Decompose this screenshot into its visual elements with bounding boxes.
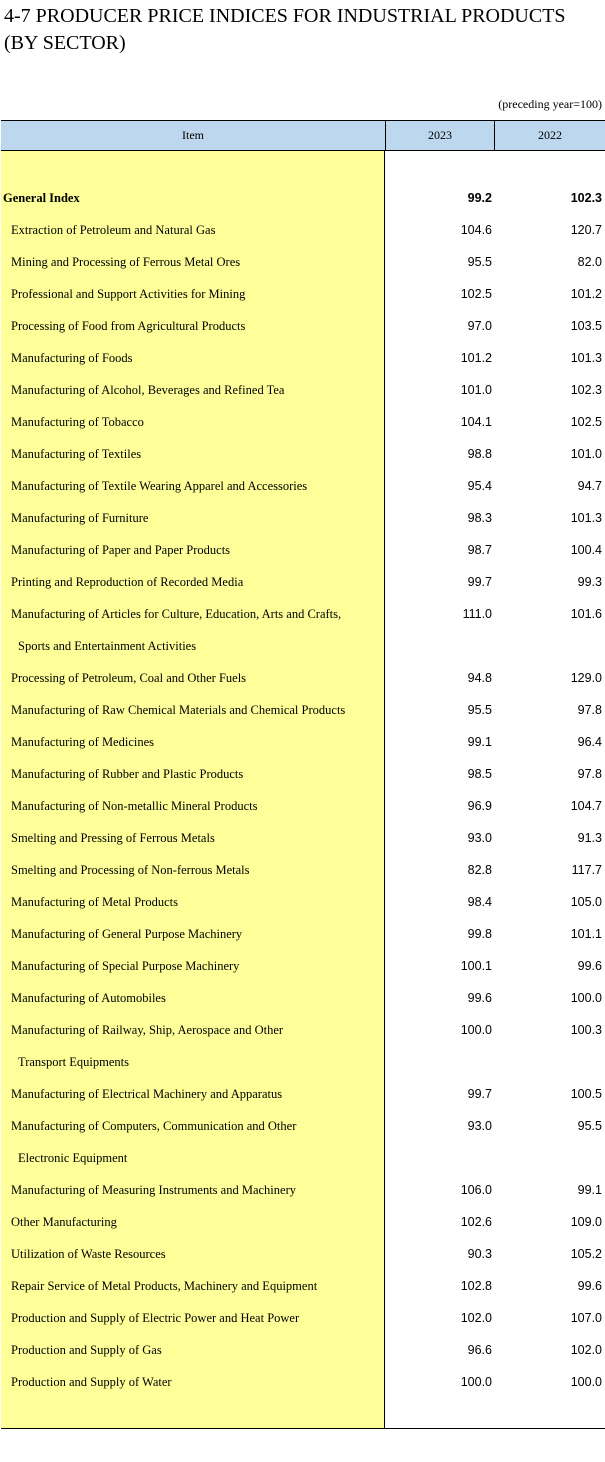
- table-row: [1, 1079, 605, 1111]
- row-value-2023: 98.5: [467, 767, 492, 781]
- row-value-2022: 102.3: [570, 191, 602, 205]
- table-row: [1, 663, 605, 695]
- row-item-name: Manufacturing of Furniture: [11, 511, 149, 525]
- row-value-2023: 102.0: [460, 1311, 492, 1325]
- row-item-name: Printing and Reproduction of Recorded Media: [11, 575, 244, 589]
- row-value-2022: 100.0: [570, 1375, 602, 1389]
- table-row: [1, 919, 605, 951]
- row-item-name: Electronic Equipment: [18, 1151, 128, 1165]
- row-value-2022: 104.7: [570, 799, 602, 813]
- table-row: [1, 1367, 605, 1399]
- row-item-name: Other Manufacturing: [11, 1215, 117, 1229]
- row-value-2023: 102.8: [460, 1279, 492, 1293]
- row-item-name: Manufacturing of Foods: [11, 351, 133, 365]
- page-title: 4-7 PRODUCER PRICE INDICES FOR INDUSTRIAL PRODUCTS (BY SECTOR): [4, 5, 566, 54]
- table-row: [1, 439, 605, 471]
- table-row: [1, 1303, 605, 1335]
- table-row: [1, 407, 605, 439]
- row-value-2022: 99.6: [577, 959, 602, 973]
- table-row: [1, 567, 605, 599]
- row-value-2023: 104.6: [460, 223, 492, 237]
- table-row: [1, 503, 605, 535]
- unit-note: (preceding year=100): [498, 97, 602, 111]
- row-value-2022: 107.0: [570, 1311, 602, 1325]
- row-value-2023: 98.3: [467, 511, 492, 525]
- row-value-2023: 100.1: [460, 959, 492, 973]
- row-value-2022: 97.8: [577, 767, 602, 781]
- row-value-2022: 101.6: [570, 607, 602, 621]
- row-value-2022: 100.0: [570, 991, 602, 1005]
- table-row: [1, 599, 605, 631]
- row-item-name: Manufacturing of General Purpose Machinery: [11, 927, 243, 941]
- row-item-name: Professional and Support Activities for Mining: [11, 287, 246, 301]
- row-item-name: Smelting and Pressing of Ferrous Metals: [11, 831, 215, 845]
- table-row: [1, 695, 605, 727]
- row-value-2022: 82.0: [577, 255, 602, 269]
- row-item-name: Manufacturing of Paper and Paper Products: [11, 543, 231, 557]
- table-bottom-rule: [1, 1428, 605, 1429]
- table-header: [1, 120, 605, 151]
- row-value-2022: 109.0: [570, 1215, 602, 1229]
- row-value-2022: 101.3: [570, 351, 602, 365]
- table-row: [1, 471, 605, 503]
- row-item-name: Manufacturing of Railway, Ship, Aerospace and Other: [11, 1023, 284, 1037]
- table-row: [1, 183, 605, 215]
- row-value-2023: 96.6: [467, 1343, 492, 1357]
- row-value-2023: 95.5: [467, 255, 492, 269]
- row-item-name: Manufacturing of Computers, Communication and Other: [11, 1119, 297, 1133]
- row-item-name: Manufacturing of Articles for Culture, Education, Arts and Crafts,: [11, 607, 342, 621]
- table-row: [1, 375, 605, 407]
- row-item-name: Production and Supply of Gas: [11, 1343, 162, 1357]
- table-row: [1, 983, 605, 1015]
- row-value-2023: 102.6: [460, 1215, 492, 1229]
- row-item-name: Manufacturing of Special Purpose Machinery: [11, 959, 240, 973]
- row-item-name: Utilization of Waste Resources: [11, 1247, 166, 1261]
- row-item-name: Manufacturing of Alcohol, Beverages and Refined Tea: [11, 383, 285, 397]
- table-row: [1, 855, 605, 887]
- row-value-2023: 95.4: [467, 479, 492, 493]
- row-value-2023: 100.0: [460, 1375, 492, 1389]
- row-item-name: Manufacturing of Measuring Instruments and Machinery: [11, 1183, 296, 1197]
- row-value-2023: 99.8: [467, 927, 492, 941]
- table-row: [1, 791, 605, 823]
- table-row: [1, 727, 605, 759]
- row-item-name: Manufacturing of Textile Wearing Apparel and Accessories: [11, 479, 308, 493]
- table-row: [1, 1335, 605, 1367]
- row-value-2023: 98.4: [467, 895, 492, 909]
- column-header-2022: 2022: [538, 128, 562, 142]
- row-value-2022: 101.1: [570, 927, 602, 941]
- row-item-name: Manufacturing of Electrical Machinery and Apparatus: [11, 1087, 283, 1101]
- row-value-2022: 95.5: [577, 1119, 602, 1133]
- row-item-name: Production and Supply of Water: [11, 1375, 172, 1389]
- row-value-2023: 104.1: [460, 415, 492, 429]
- table-row: [1, 1207, 605, 1239]
- row-value-2023: 102.5: [460, 287, 492, 301]
- row-item-name: Manufacturing of Textiles: [11, 447, 142, 461]
- row-value-2022: 100.4: [570, 543, 602, 557]
- row-value-2023: 93.0: [467, 831, 492, 845]
- row-item-name: Processing of Food from Agricultural Products: [11, 319, 246, 333]
- table-row: [1, 343, 605, 375]
- row-value-2023: 99.7: [467, 1087, 492, 1101]
- row-value-2023: 98.8: [467, 447, 492, 461]
- table-row: [1, 1175, 605, 1207]
- row-item-name: Smelting and Processing of Non-ferrous Metals: [11, 863, 250, 877]
- table-row: [1, 823, 605, 855]
- price-index-table: [1, 120, 605, 1389]
- row-value-2022: 120.7: [570, 223, 602, 237]
- row-value-2023: 90.3: [467, 1247, 492, 1261]
- row-value-2022: 102.5: [570, 415, 602, 429]
- table-row: [1, 1271, 605, 1303]
- row-value-2022: 101.2: [570, 287, 602, 301]
- column-header-2023: 2023: [386, 121, 495, 150]
- row-value-2023: 99.7: [467, 575, 492, 589]
- row-value-2022: 99.3: [577, 575, 602, 589]
- row-item-name: Manufacturing of Rubber and Plastic Products: [11, 767, 244, 781]
- row-value-2022: 91.3: [577, 831, 602, 845]
- row-item-name: Manufacturing of Medicines: [11, 735, 155, 749]
- row-value-2022: 105.0: [570, 895, 602, 909]
- table-row: [1, 535, 605, 567]
- row-value-2022: 97.8: [577, 703, 602, 717]
- row-item-name: Processing of Petroleum, Coal and Other Fuels: [11, 671, 247, 685]
- row-value-2022: 100.3: [570, 1023, 602, 1037]
- table-row: [1, 1015, 605, 1047]
- table-row: [1, 1111, 605, 1143]
- row-item-name: Transport Equipments: [18, 1055, 129, 1069]
- row-value-2023: 111.0: [462, 607, 492, 621]
- table-row: [1, 887, 605, 919]
- table-row: [1, 1047, 605, 1079]
- row-value-2023: 101.2: [460, 351, 492, 365]
- row-item-name: Sports and Entertainment Activities: [18, 639, 197, 653]
- row-value-2022: 129.0: [570, 671, 602, 685]
- column-header-item: Item: [1, 121, 386, 150]
- row-value-2022: 103.5: [570, 319, 602, 333]
- row-value-2023: 101.0: [460, 383, 492, 397]
- row-item-name: Manufacturing of Automobiles: [11, 991, 166, 1005]
- table-row: [1, 1239, 605, 1271]
- row-value-2022: 102.3: [570, 383, 602, 397]
- row-value-2022: 105.2: [570, 1247, 602, 1261]
- table-row: [1, 631, 605, 663]
- row-value-2023: 99.6: [467, 991, 492, 1005]
- row-value-2022: 96.4: [577, 735, 602, 749]
- row-item-name: Manufacturing of Non-metallic Mineral Products: [11, 799, 258, 813]
- row-value-2022: 100.5: [570, 1087, 602, 1101]
- row-value-2022: 101.0: [570, 447, 602, 461]
- row-value-2023: 98.7: [467, 543, 492, 557]
- table-row: [1, 1143, 605, 1175]
- row-value-2023: 99.2: [467, 191, 492, 205]
- row-value-2023: 96.9: [467, 799, 492, 813]
- row-item-name: Extraction of Petroleum and Natural Gas: [11, 223, 216, 237]
- row-value-2023: 95.5: [467, 703, 492, 717]
- row-value-2022: 117.7: [571, 863, 602, 877]
- table-rows: [1, 183, 605, 1399]
- row-item-name: Production and Supply of Electric Power and Heat Power: [11, 1311, 300, 1325]
- row-item-name: Mining and Processing of Ferrous Metal Ores: [11, 255, 241, 269]
- row-value-2023: 94.8: [467, 671, 492, 685]
- table-row: [1, 759, 605, 791]
- table-row: [1, 215, 605, 247]
- row-value-2022: 99.6: [577, 1279, 602, 1293]
- row-item-name: Manufacturing of Metal Products: [11, 895, 178, 909]
- row-item-name: General Index: [3, 191, 80, 205]
- row-value-2022: 102.0: [570, 1343, 602, 1357]
- row-item-name: Repair Service of Metal Products, Machinery and Equipment: [11, 1279, 318, 1293]
- table-row: [1, 951, 605, 983]
- table-row: [1, 247, 605, 279]
- row-value-2022: 99.1: [577, 1183, 602, 1197]
- row-value-2022: 94.7: [577, 479, 602, 493]
- table-row: [1, 279, 605, 311]
- row-value-2023: 100.0: [460, 1023, 492, 1037]
- row-value-2023: 106.0: [460, 1183, 492, 1197]
- row-value-2023: 97.0: [467, 319, 492, 333]
- row-value-2022: 101.3: [570, 511, 602, 525]
- row-item-name: Manufacturing of Raw Chemical Materials and Chemical Products: [11, 703, 346, 717]
- row-value-2023: 93.0: [467, 1119, 492, 1133]
- row-item-name: Manufacturing of Tobacco: [11, 415, 144, 429]
- row-value-2023: 99.1: [467, 735, 492, 749]
- table-row: [1, 311, 605, 343]
- row-value-2023: 82.8: [467, 863, 492, 877]
